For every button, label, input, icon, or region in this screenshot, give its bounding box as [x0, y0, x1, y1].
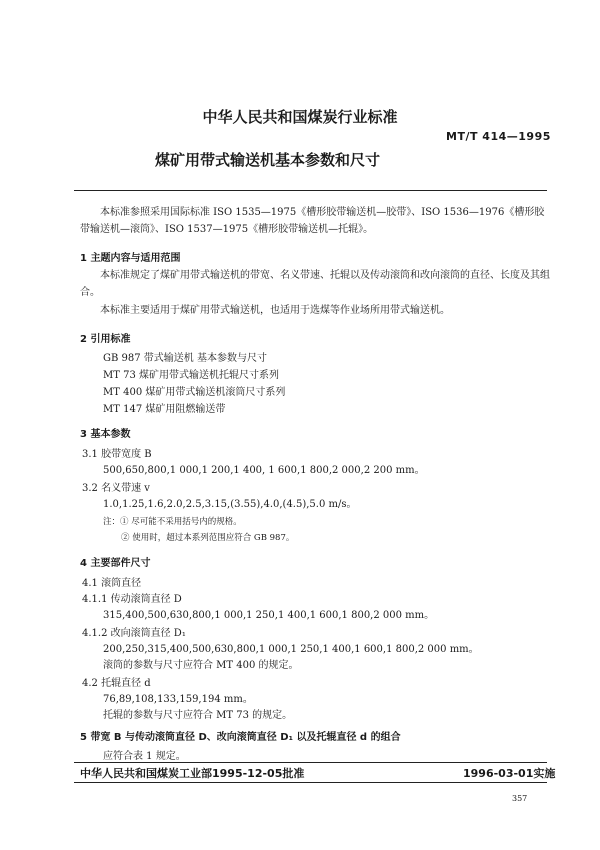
- section-5-heading: 5 带宽 B 与传动滚筒直径 D、改向滚筒直径 D₁ 以及托辊直径 d 的组合: [80, 732, 401, 743]
- section-5-text: 应符合表 1 规定。: [103, 751, 186, 762]
- document-title: 煤矿用带式输送机基本参数和尺寸: [155, 151, 381, 169]
- org-title: 中华人民共和国煤炭行业标准: [202, 108, 398, 126]
- effective-date: 1996-03-01实施: [463, 767, 556, 780]
- page-number: 357: [512, 794, 528, 803]
- section-1-heading: 1 主题内容与适用范围: [80, 253, 181, 264]
- standard-number: MT/T 414—1995: [446, 130, 551, 143]
- intro-paragraph: 本标准参照采用国际标准 ISO 1535—1975《槽形胶带输送机—胶带》、ISO 1536—1976《槽形胶带输送机—滚筒》、ISO 1537—1975《槽形胶带输送机—托辊》。: [80, 207, 545, 235]
- section-4-heading: 4 主要部件尺寸: [80, 558, 151, 569]
- reference-item: GB 987 带式输送机 基本参数与尺寸: [103, 353, 267, 364]
- section-4-1-1-heading: 4.1.1 传动滚筒直径 D: [82, 594, 182, 605]
- header-rule: [74, 190, 547, 191]
- reference-item: MT 400 煤矿用带式输送机滚筒尺寸系列: [103, 387, 286, 398]
- section-4-2-heading: 4.2 托辊直径 d: [82, 678, 151, 689]
- approval-line: 中华人民共和国煤炭工业部1995-12-05批准: [80, 767, 305, 780]
- pulley-note: 滚筒的参数与尺寸应符合 MT 400 的规定。: [103, 660, 299, 671]
- footer-rule-top: [74, 762, 547, 763]
- section-4-1-heading: 4.1 滚筒直径: [82, 578, 142, 589]
- section-3-1-heading: 3.1 胶带宽度 B: [82, 449, 152, 460]
- belt-speed-values: 1.0,1.25,1.6,2.0,2.5,3.15,(3.55),4.0,(4.5),5.0 m/s。: [103, 499, 357, 510]
- section-4-1-2-heading: 4.1.2 改向滚筒直径 D₁: [82, 628, 186, 639]
- idler-note: 托辊的参数与尺寸应符合 MT 73 的规定。: [103, 710, 293, 721]
- section-1-paragraph-1: 本标准规定了煤矿用带式输送机的带宽、名义带速、托辊以及传动滚筒和改向滚筒的直径、长度及其组合。: [80, 270, 550, 298]
- reference-item: MT 147 煤矿用阻燃输送带: [103, 404, 226, 415]
- idler-diameter-values: 76,89,108,133,159,194 mm。: [103, 694, 253, 705]
- section-1-paragraph-2: 本标准主要适用于煤矿用带式输送机，也适用于选煤等作业场所用带式输送机。: [100, 305, 450, 316]
- note-2: ② 使用时，超过本系列范围应符合 GB 987。: [121, 533, 295, 543]
- belt-width-values: 500,650,800,1 000,1 200,1 400, 1 600,1 800,2 000,2 200 mm。: [103, 465, 425, 476]
- footer-rule-bottom: [74, 782, 547, 783]
- section-2-heading: 2 引用标准: [80, 334, 131, 345]
- note-1: 注：① 尽可能不采用括号内的规格。: [103, 517, 242, 527]
- reference-item: MT 73 煤矿用带式输送机托辊尺寸系列: [103, 370, 279, 381]
- section-3-heading: 3 基本参数: [80, 429, 131, 440]
- section-3-2-heading: 3.2 名义带速 v: [82, 483, 150, 494]
- bend-pulley-diameter-values: 200,250,315,400,500,630,800,1 000,1 250,1 400,1 600,1 800,2 000 mm。: [103, 644, 479, 655]
- drive-pulley-diameter-values: 315,400,500,630,800,1 000,1 250,1 400,1 600,1 800,2 000 mm。: [103, 610, 435, 621]
